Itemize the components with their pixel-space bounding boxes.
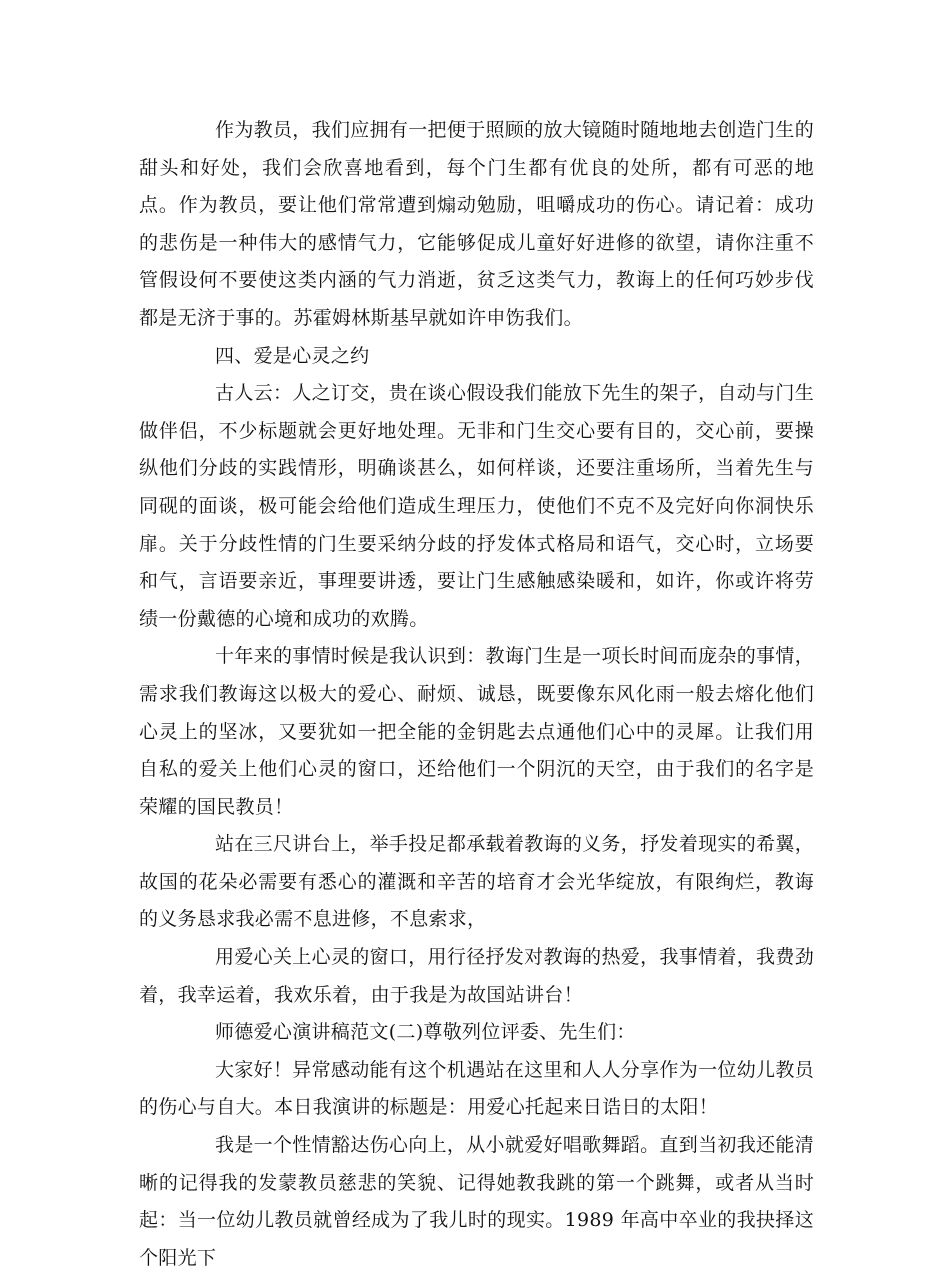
paragraph-ten-years: 十年来的事情时候是我认识到：教诲门生是一项长时间而庞杂的事情，需求我们教诲这以极大的爱心、耐烦、诚恳，既要像东风化雨一般去熔化他们心灵上的坚冰，又要犹如一把全能的金钥匙去点通他们心中的灵犀。让我们用自私的爱关上他们心灵的窗口，还给他们一个阴沉的天空，由于我们的名字是荣耀的国民教员！ xyxy=(139,645,814,818)
paragraph-greeting: 大家好！异常感动能有这个机遇站在这里和人人分享作为一位幼儿教员的伤心与自大。本日我演讲的标题是：用爱心托起来日诰日的太阳！ xyxy=(139,1058,814,1119)
paragraph-magnifier: 作为教员，我们应拥有一把便于照顾的放大镜随时随地地去创造门生的甜头和好处，我们会欣喜地看到，每个门生都有优良的处所，都有可恶的地点。作为教员，要让他们常常遭到煽动勉励，咀嚼成功的伤心。请记着：成功的悲伤是一种伟大的感情气力，它能够促成儿童好好进修的欲望，请你注重不管假设何不要使这类内涵的气力消逝，贫乏这类气力，教诲上的任何巧妙步伐都是无济于事的。苏霍姆林斯基早就如许申饬我们。 xyxy=(139,119,814,329)
paragraph-heart-talk: 古人云：人之订交，贵在谈心假设我们能放下先生的架子，自动与门生做伴侣，不少标题就会更好地处理。无非和门生交心要有目的，交心前，要操纵他们分歧的实践情形，明确谈甚么，如何样谈，还要注重场所，当着先生与同砚的面谈，极可能会给他们造成生理压力，使他们不克不及完好向你洞快乐扉。关于分歧性情的门生要采纳分歧的抒发体式格局和语气，交心时，立场要和气，言语要亲近，事理要讲透，要让门生感触感染暖和，如许，你或许将劳绩一份戴德的心境和成功的欢腾。 xyxy=(139,382,814,630)
section-heading-four: 四、爱是心灵之约 xyxy=(215,344,370,367)
paragraph-personal-story: 我是一个性情豁达伤心向上，从小就爱好唱歌舞蹈。直到当初我还能清晰的记得我的发蒙教员慈悲的笑貌、记得她教我跳的第一个跳舞，或者从当时起：当一位幼儿教员就曾经成为了我儿时的现实。1989 年高中卒业的我抉择这个阳光下 xyxy=(139,1134,814,1269)
document-page xyxy=(139,112,814,1277)
speech-title: 师德爱心演讲稿范文(二)尊敬列位评委、先生们： xyxy=(215,1021,636,1044)
paragraph-podium: 站在三尺讲台上，举手投足都承载着教诲的义务，抒发着现实的希翼，故国的花朵必需要有悉心的灌溉和辛苦的培育才会光华绽放，有限绚烂，教诲的义务恳求我必需不息进修，不息索求， xyxy=(139,833,814,931)
paragraph-love-window: 用爱心关上心灵的窗口，用行径抒发对教诲的热爱，我事情着，我费劲着，我幸运着，我欢乐着，由于我是为故国站讲台！ xyxy=(139,946,814,1006)
